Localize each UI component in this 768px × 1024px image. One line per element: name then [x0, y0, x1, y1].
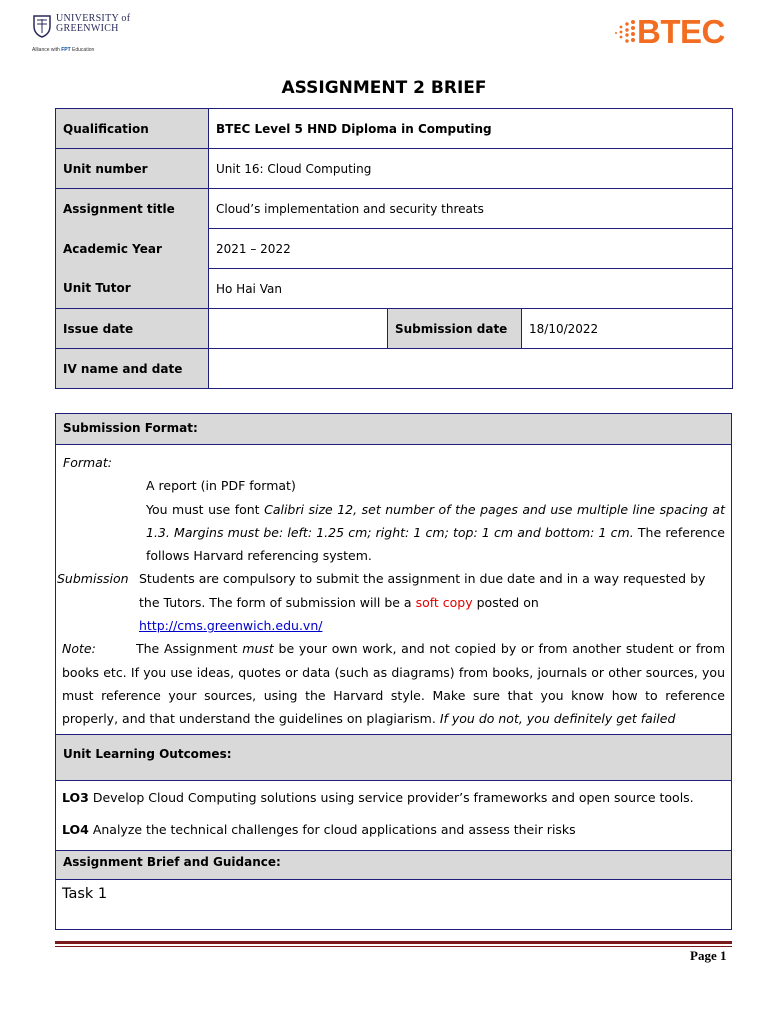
university-logo-text: UNIVERSITY of GREENWICH: [56, 13, 131, 34]
note-label: Note:: [62, 641, 96, 657]
task-1-heading: Task 1: [62, 886, 108, 902]
submission-date-label: Submission date: [388, 309, 522, 349]
submission-date-value: 18/10/2022: [522, 309, 733, 349]
soft-copy-text: soft copy: [415, 594, 473, 610]
footer-divider: [55, 941, 732, 944]
iv-name-value: [209, 349, 733, 389]
learning-outcomes-heading: Unit Learning Outcomes:: [56, 734, 731, 781]
lo3-item: LO3 Develop Cloud Computing solutions using service provider’s frameworks and open source tools.: [62, 790, 694, 805]
format-line-2: You must use font Calibri size 12, set number of the pages and use multiple line spacing at 1.3. Margins must be: left: 1.25 cm; right: 1 cm; top: 1 cm and bottom: 1 cm. The reference follows Harvard referencing system.: [146, 501, 725, 564]
submission-label: Submission: [57, 571, 129, 587]
footer-divider-thin: [55, 946, 732, 947]
unit-tutor-label: Unit Tutor: [56, 269, 209, 309]
learning-outcomes-section: [55, 734, 732, 850]
page-title: ASSIGNMENT 2 BRIEF: [281, 78, 487, 98]
submission-format-section: [55, 413, 732, 734]
brief-guidance-heading: Assignment Brief and Guidance:: [56, 850, 731, 880]
assignment-title-value: Cloud’s implementation and security threats: [209, 189, 733, 229]
issue-date-label: Issue date: [56, 309, 209, 349]
btec-logo: BTEC: [637, 13, 725, 50]
cms-link[interactable]: http://cms.greenwich.edu.vn/: [139, 618, 323, 634]
academic-year-label: Academic Year: [56, 229, 209, 269]
unit-number-value: Unit 16: Cloud Computing: [209, 149, 733, 189]
alliance-fpt-text: Alliance with FPT Education: [32, 47, 95, 53]
brief-guidance-section: [55, 850, 732, 930]
assignment-title-label: Assignment title: [56, 189, 209, 229]
assignment-info-table: [55, 108, 733, 389]
unit-number-label: Unit number: [56, 149, 209, 189]
qualification-label: Qualification: [56, 109, 209, 149]
iv-name-label: IV name and date: [56, 349, 209, 389]
university-crest-icon: [32, 14, 52, 38]
submission-paragraph: Submission Students are compulsory to submit the assignment in due date and in a way requested by the Tutors. The form of submission will be a soft copy posted on: [62, 567, 725, 614]
btec-dots-icon: [613, 18, 639, 46]
issue-date-value: [209, 309, 388, 349]
page-number: Page 1: [690, 948, 727, 963]
lo4-item: LO4 Analyze the technical challenges for cloud applications and assess their risks: [62, 822, 576, 837]
format-line-1: A report (in PDF format): [146, 478, 296, 494]
format-label: Format:: [63, 455, 112, 470]
submission-format-heading: Submission Format:: [56, 413, 731, 445]
academic-year-value: 2021 – 2022: [209, 229, 733, 269]
qualification-value: BTEC Level 5 HND Diploma in Computing: [209, 109, 733, 149]
unit-tutor-value: Ho Hai Van: [209, 269, 733, 309]
note-paragraph: Note: The Assignment must be your own work, and not copied by or from another student or from books etc. If you use ideas, quotes or data (such as diagrams) from books, journals or other sources, you must reference your sources, using the Harvard style. Make sure that you know how to reference properly, and that understand the guidelines on plagiarism. If you do not, you definitely get failed: [62, 637, 725, 730]
